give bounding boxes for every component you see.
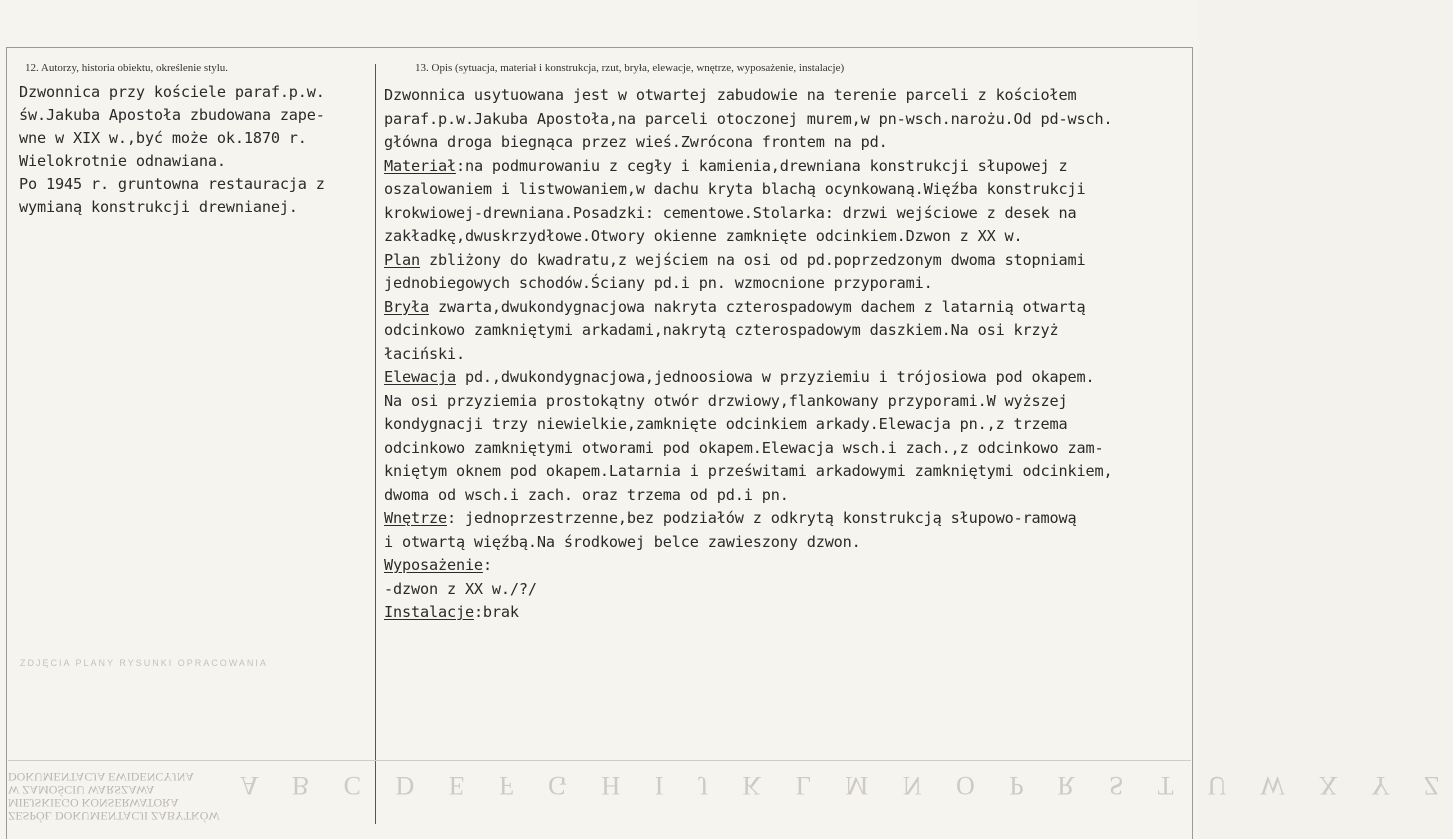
description-line [384,84,1189,108]
history-text [19,81,369,219]
description-line [384,390,1189,414]
stamp-line: ZESPÓŁ DOKUMENTACJI ZABYTKÓW [8,809,220,823]
frame-right-rule [1192,47,1193,839]
description-line-text: krokwiowej-drewniana.Posadzki: cementowe.Stolarka: drzwi wejściowe z desek na [384,203,1077,222]
description-line [384,178,1189,202]
history-line: wne w XIX w.,być może ok.1870 r. [19,129,307,147]
description-line-text: kniętym oknem pod okapem.Latarnia i prześwitami arkadowymi zamkniętymi odcinkiem, [384,462,1113,480]
section-label: Materiał [384,156,456,175]
description-line-text: zbliżony do kwadratu,z wejściem na osi od pd.poprzedzonym dwoma stopniami [419,250,1086,269]
description-line-text: -dzwon z XX w./?/ [384,579,537,598]
bleed-through-alphabet: A B C D E F G H I J K L M N O P R S T U W X Y Z [240,771,1453,800]
history-line: św.Jakuba Apostoła zbudowana zape- [19,106,325,124]
description-line [384,108,1189,132]
history-line: Wielokrotnie odnawiana. [19,152,226,170]
description-line-text: :na podmurowaniu z cegły i kamienia,drewniana konstrukcji słupowej z [455,156,1068,175]
stamp-line: MIEJSKIEGO KONSERWATORA [8,796,179,810]
stamp-line: DOKUMENTACJA EWIDENCYJNA [8,770,195,784]
description-text [384,84,1189,625]
description-line-text: paraf.p.w.Jakuba Apostoła,na parceli otoczonej murem,w pn-wsch.narożu.Od pd-wsch. [384,109,1113,128]
description-line [384,249,1189,273]
description-line-text: pd.,dwukondygnacjowa,jednoosiowa w przyziemiu i trójosiowa pod okapem. [455,368,1095,386]
description-line [384,531,1189,555]
section-label: Elewacja [384,368,456,386]
description-line-text: zakładkę,dwuskrzydłowe.Otwory okienne zamknięte odcinkiem.Dzwon z XX w. [384,227,1023,245]
section-label: Bryła [384,297,429,316]
section-13-header: 13. Opis (sytuacja, materiał i konstrukcja, rzut, bryła, elewacje, wnętrze, wyposażenie, instalacje) [415,62,845,74]
section-label: Plan [384,250,420,269]
description-line [384,554,1189,578]
description-line-text: odcinkowo zamkniętymi arkadami,nakrytą czterospadowym daszkiem.Na osi krzyż [384,321,1059,339]
description-line-text: zwarta,dwukondygnacjowa nakryta czterospadowym dachem z latarnią otwartą [428,297,1086,316]
stamp-line: W ZAMOŚCIU WARSZAWA [8,783,155,797]
description-line-text: odcinkowo zamkniętymi otworami pod okapem.Elewacja wsch.i zach.,z odcinkowo zam- [384,438,1104,457]
description-line-text: główna droga biegnąca przez wieś.Zwrócona frontem na pd. [384,133,888,151]
description-line [384,413,1189,437]
frame-top-rule [6,47,1193,48]
description-line-text: kondygnacji trzy niewielkie,zamknięte odcinkiem arkady.Elewacja pn.,z trzema [384,415,1068,433]
description-line [384,343,1189,367]
description-line-text: :brak [473,603,519,621]
column-divider [375,64,376,824]
description-line-text: : jednoprzestrzenne,bez podziałów z odkrytą konstrukcją słupowo-ramową [446,509,1077,527]
section-label: Wyposażenie [384,556,483,574]
section-12-header: 12. Autorzy, historia obiektu, określenie stylu. [25,62,229,74]
description-line-text: oszalowaniem i listwowaniem,w dachu kryta blachą ocynkowaną.Więźba konstrukcji [384,180,1086,198]
section-label: Wnętrze [384,509,447,527]
description-line [384,225,1189,249]
faint-footer-row: ZDJĘCIA PLANY RYSUNKI OPRACOWANIA [20,658,268,668]
description-line [384,460,1189,484]
history-line: Dzwonnica przy kościele paraf.p.w. [19,83,325,101]
description-line-text: i otwartą więźbą.Na środkowej belce zawieszony dzwon. [384,532,861,551]
history-line: Po 1945 r. gruntowna restauracja z [19,175,325,193]
frame-left-rule [6,47,7,839]
description-line-text: Na osi przyziemia prostokątny otwór drzwiowy,flankowany przyporami.W wyższej [384,391,1068,410]
description-line [384,507,1189,531]
description-line [384,601,1189,625]
description-line-text: : [482,556,492,574]
description-line-text: Dzwonnica usytuowana jest w otwartej zabudowie na terenie parceli z kościołem [384,86,1077,104]
description-line [384,155,1189,179]
history-line: wymianą konstrukcji drewnianej. [19,198,298,216]
description-line-text: łaciński. [384,344,465,363]
description-line [384,437,1189,461]
description-line [384,131,1189,155]
description-line [384,272,1189,296]
section-label: Instalacje [384,603,474,621]
description-line [384,202,1189,226]
bleed-through-stamp [8,760,236,822]
description-line [384,484,1189,508]
description-line [384,578,1189,602]
bottom-index-strip [8,760,1453,823]
description-line [384,366,1189,390]
description-line [384,296,1189,320]
description-line-text: dwoma od wsch.i zach. oraz trzema od pd.i pn. [384,485,789,504]
description-line-text: jednobiegowych schodów.Ściany pd.i pn. wzmocnione przyporami. [384,274,933,292]
description-line [384,319,1189,343]
